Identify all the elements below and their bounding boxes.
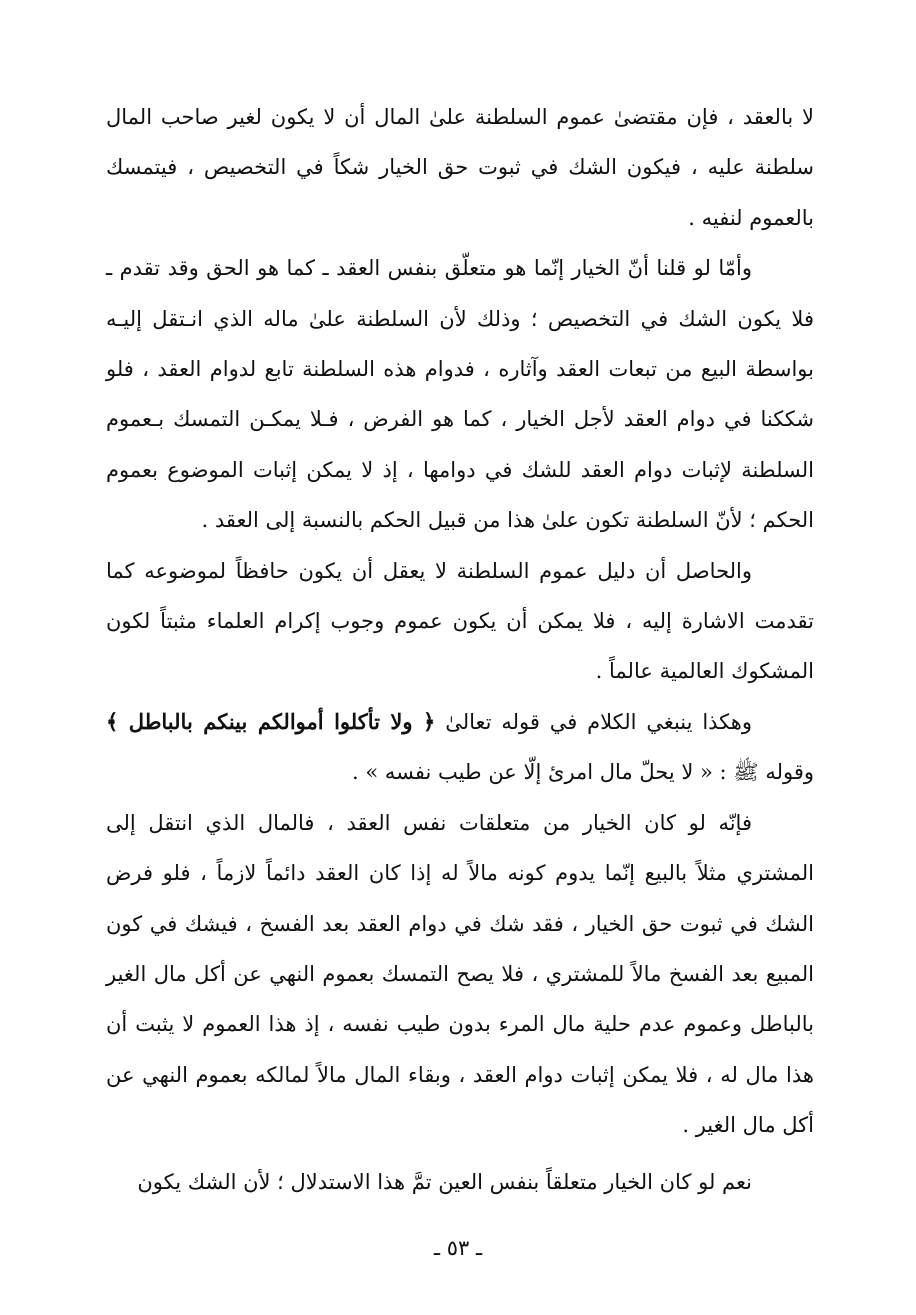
paragraph-3 <box>106 546 814 697</box>
body-text <box>106 92 814 1207</box>
paragraph-5 <box>106 798 814 1151</box>
paragraph-6 <box>106 1157 814 1207</box>
paragraph-4 <box>106 697 814 798</box>
paragraph-1 <box>106 92 814 243</box>
paragraph-text: والحاصل أن دليل عموم السلطنة لا يعقل أن يكون حافظاً لموضوعه كما تقدمت الاشارة إليه ، فلا يمكن أن يكون عموم وجوب إكرام العلماء مثبتاً لكون المشكوك العالمية عالماً . <box>106 558 814 684</box>
paragraph-text: وهكذا ينبغي الكلام في قوله تعالىٰ <box>435 709 752 734</box>
paragraph-text: وقوله ﷺ : « لا يحلّ مال امرئ إلّا عن طيب نفسه » . <box>351 760 814 785</box>
quran-verse: ﴿ ولا تأكلوا أموالكم بينكم بالباطل ﴾ <box>106 708 436 734</box>
page-number: ـ ٥٣ ـ <box>433 1236 483 1260</box>
paragraph-text: فإنّه لو كان الخيار من متعلقات نفس العقد ، فالمال الذي انتقل إلى المشتري مثلاً بالبيع إنّما يدوم كونه مالاً له إذا كان العقد دائماً لازماً ، فلو فرض الشك في ثبوت حق الخيار ، فقد شك في دوام العقد بعد الفسخ ، فيشك في كون المبيع بعد الفسخ مالاً للمشتري ، فلا يصح التمسك بعموم النهي عن أكل مال الغير بالباطل وعموم عدم حلية مال المرء بدون طيب نفسه ، إذ هذا العموم لا يثبت أن هذا مال له ، فلا يمكن إثبات دوام العقد ، وبقاء المال مالاً لمالكه بعموم النهي عن أكل مال الغير . <box>106 810 814 1138</box>
paragraph-2 <box>106 243 814 545</box>
paragraph-text: لا بالعقد ، فإن مقتضىٰ عموم السلطنة علىٰ المال أن لا يكون لغير صاحب المال سلطنة عليه ، فيكون الشك في ثبوت حق الخيار شكاً في التخصيص ، فيتمسك بالعموم لنفيه . <box>106 105 814 230</box>
paragraph-text: نعم لو كان الخيار متعلقاً بنفس العين تمَّ هذا الاستدلال ؛ لأن الشك يكون <box>137 1169 752 1194</box>
paragraph-text: وأمّا لو قلنا أنّ الخيار إنّما هو متعلّق بنفس العقد ـ كما هو الحق وقد تقدم ـ فلا يكون الشك في التخصيص ؛ وذلك لأن السلطنة علىٰ ماله الذي انـتقل إليـه بواسطة البيع من تبعات العقد وآثاره ، فدوام هذه السلطنة تابع لدوام العقد ، فلو شككنا في دوام العقد لأجل الخيار ، كما هو الفرض ، فـلا يمكـن التمسك بـعموم السلطنة لإثبات دوام العقد للشك في دوامها ، إذ لا يمكن إثبات الموضوع بعموم الحكم ؛ لأنّ السلطنة تكون علىٰ هذا من قبيل الحكم بالنسبة إلى العقد . <box>106 256 814 533</box>
